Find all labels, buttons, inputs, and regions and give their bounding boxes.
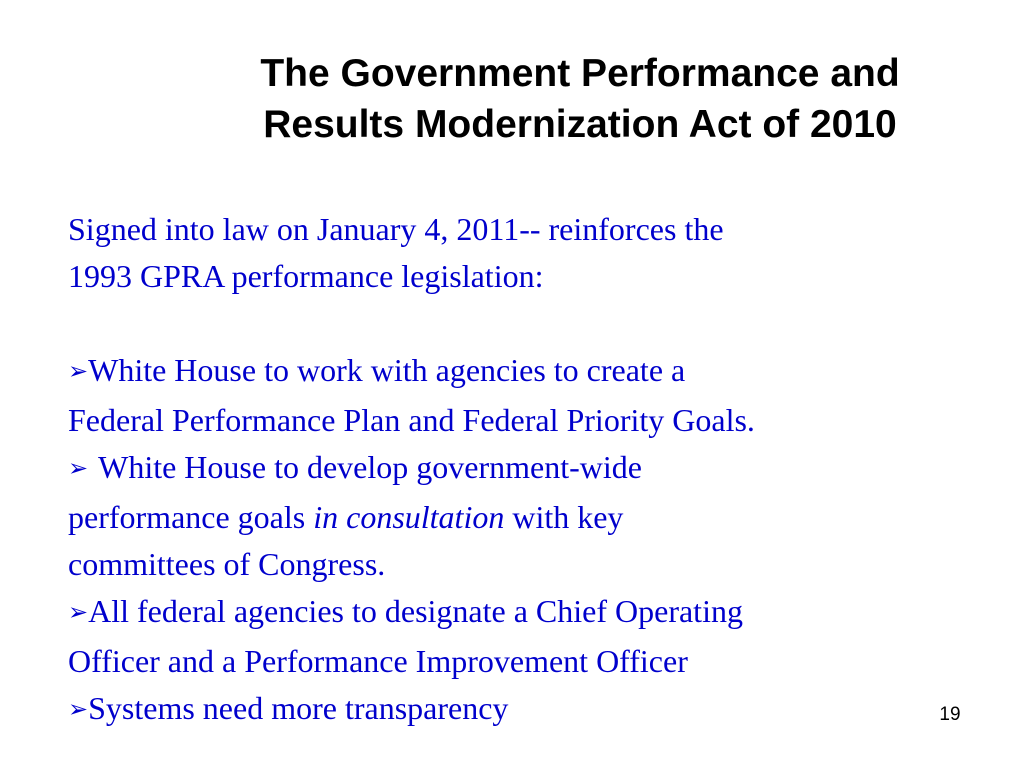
- bullet-4-text-line-1: Systems need more transparency: [88, 690, 509, 726]
- bullet-2-text-line-1: White House to develop government-wide: [98, 449, 642, 485]
- bullet-3-text-line-2: Officer and a Performance Improvement Officer: [68, 643, 688, 679]
- bullet-2-post: with key: [504, 499, 624, 535]
- bullet-2-text-line-3: committees of Congress.: [68, 546, 386, 582]
- spacer: [68, 300, 968, 347]
- arrowhead-bullet-icon: ➢: [68, 454, 89, 482]
- bullet-2-pre: performance goals: [68, 499, 314, 535]
- arrowhead-bullet-icon: ➢: [68, 357, 89, 385]
- bullet-3: [68, 588, 968, 638]
- title-line-1: The Government Performance and: [260, 52, 900, 95]
- intro-line-2: 1993 GPRA performance legislation:: [68, 258, 544, 294]
- bullet-1-text-line-2: Federal Performance Plan and Federal Priority Goals.: [68, 402, 755, 438]
- arrowhead-bullet-icon: ➢: [68, 695, 89, 723]
- intro-line-1: Signed into law on January 4, 2011-- reinforces the: [68, 211, 724, 247]
- arrowhead-bullet-icon: ➢: [68, 598, 89, 626]
- bullet-2: [68, 444, 968, 494]
- bullet-2-text-line-2: [68, 494, 968, 541]
- bullet-3-text-line-1: All federal agencies to designate a Chief Operating: [88, 593, 743, 629]
- slide-body: [68, 206, 968, 735]
- bullet-1: [68, 347, 968, 397]
- bullet-2-italic: in consultation: [313, 499, 505, 535]
- page-number: 19: [939, 704, 961, 725]
- slide-title: [150, 48, 1010, 150]
- title-line-2: Results Modernization Act of 2010: [263, 103, 897, 146]
- bullet-1-text-line-1: White House to work with agencies to create a: [88, 352, 686, 388]
- bullet-4: [68, 685, 968, 735]
